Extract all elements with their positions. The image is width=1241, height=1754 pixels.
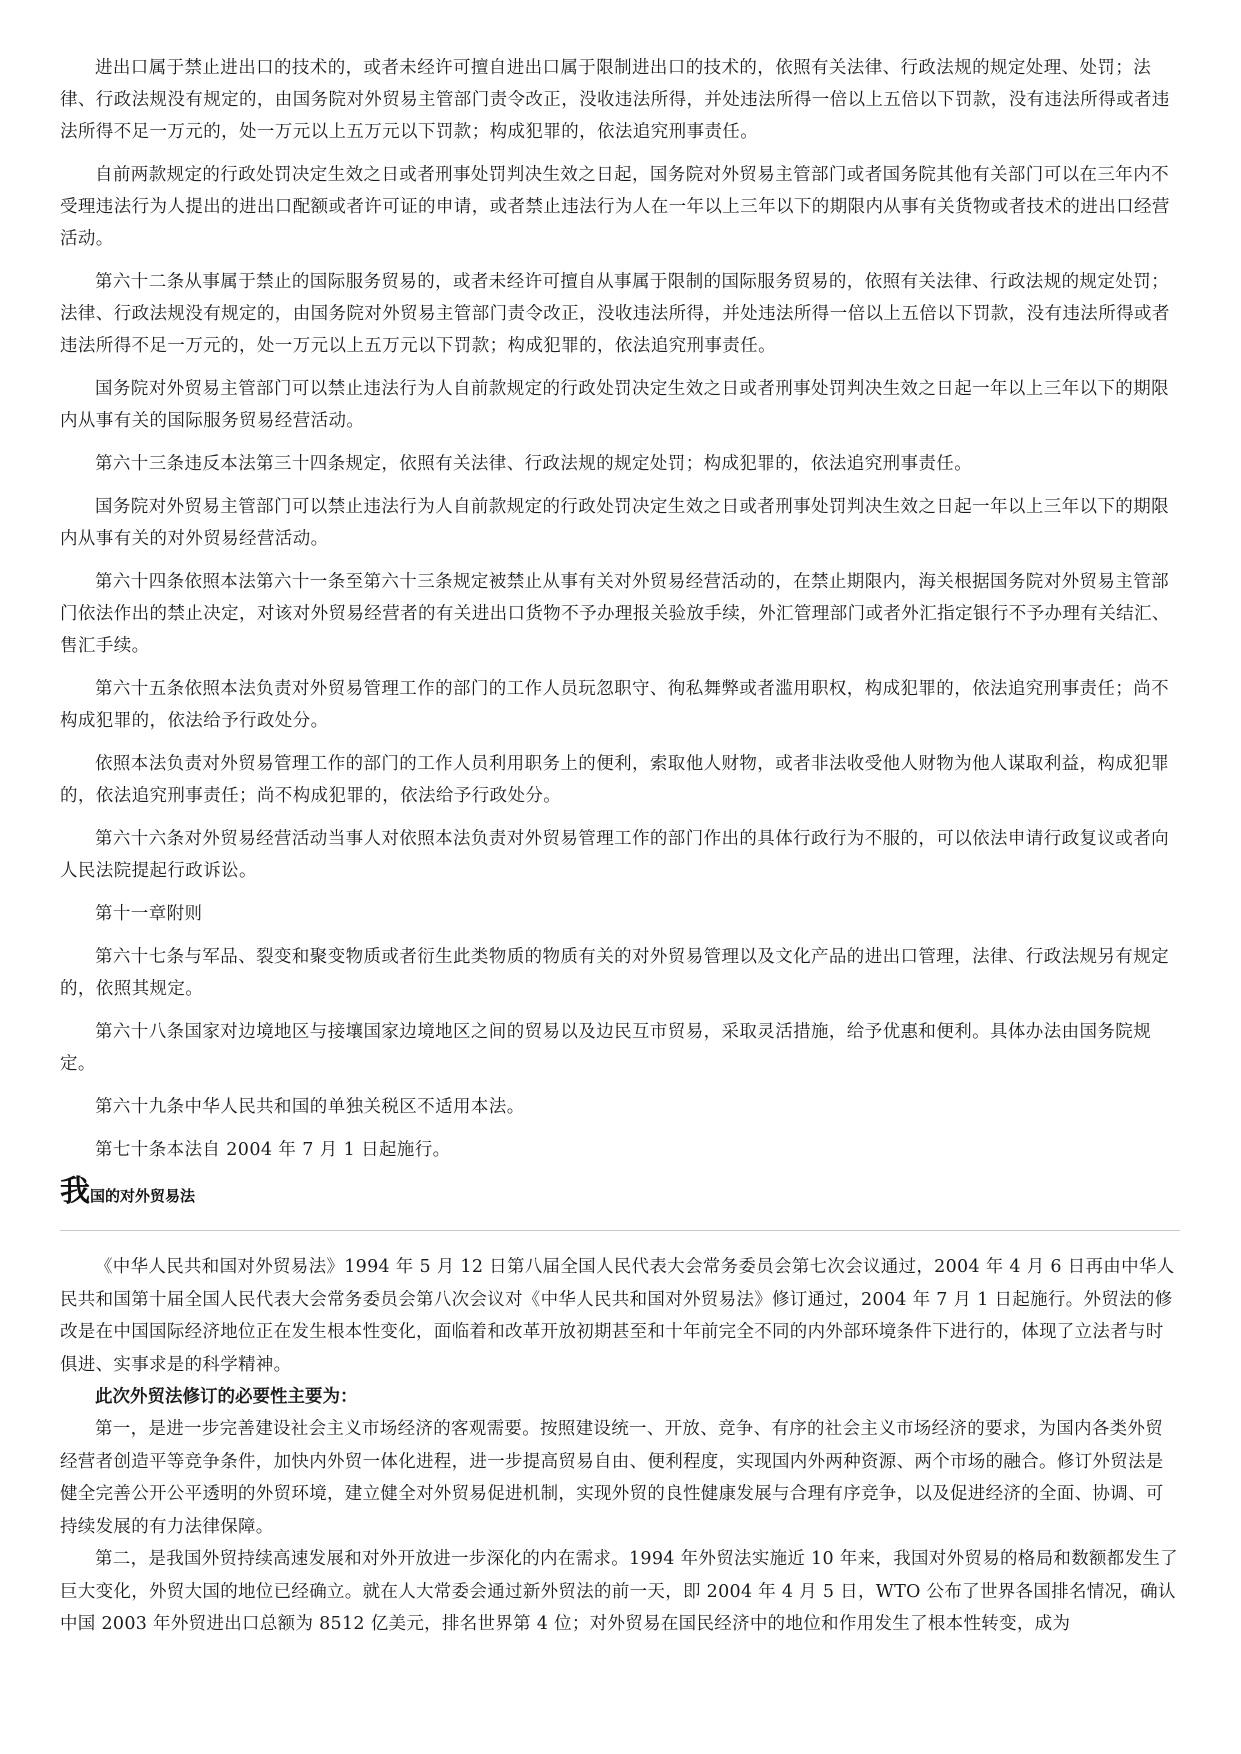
law-paragraph: 第六十七条与军品、裂变和聚变物质或者衍生此类物质的物质有关的对外贸易管理以及文化产品的进出口管理，法律、行政法规另有规定的，依照其规定。 [60, 947, 1169, 999]
article-subheading: 此次外贸法修订的必要性主要为： [95, 1387, 358, 1407]
law-paragraph: 国务院对外贸易主管部门可以禁止违法行为人自前款规定的行政处罚决定生效之日或者刑事处罚判决生效之日起一年以上三年以下的期限内从事有关的国际服务贸易经营活动。 [60, 379, 1169, 431]
article-title [60, 1172, 1180, 1216]
article-point: 第一，是进一步完善建设社会主义市场经济的客观需要。按照建设统一、开放、竞争、有序的社会主义市场经济的要求，为国内各类外贸经营者创造平等竞争条件，加快内外贸一体化进程，进一步提高贸易自由、便利程度，实现国内外两种资源、两个市场的融合。修订外贸法是健全完善公开公平透明的外贸环境，建立健全对外贸易促进机制，实现外贸的良性健康发展与合理有序竞争，以及促进经济的全面、协调、可持续发展的有力法律保障。 [60, 1419, 1164, 1537]
law-paragraph: 依照本法负责对外贸易管理工作的部门的工作人员利用职务上的便利，索取他人财物，或者非法收受他人财物为他人谋取利益，构成犯罪的，依法追究刑事责任；尚不构成犯罪的，依法给予行政处分。 [60, 754, 1169, 806]
chapter-heading: 第十一章附则 [95, 904, 203, 924]
law-paragraph: 第六十二条从事属于禁止的国际服务贸易的，或者未经许可擅自从事属于限制的国际服务贸易的，依照有关法律、行政法规的规定处罚；法律、行政法规没有规定的，由国务院对外贸易主管部门责令改正，没收违法所得，并处违法所得一倍以上五倍以下罚款，没有违法所得或者违法所得不足一万元的，处一万元以上五万元以下罚款；构成犯罪的，依法追究刑事责任。 [60, 272, 1170, 356]
law-paragraph: 自前两款规定的行政处罚决定生效之日或者刑事处罚判决生效之日起，国务院对外贸易主管部门或者国务院其他有关部门可以在三年内不受理违法行为人提出的进出口配额或者许可证的申请，或者禁止违法行为人在一年以上三年以下的期限内从事有关货物或者技术的进出口经营活动。 [60, 165, 1170, 249]
law-paragraph: 进出口属于禁止进出口的技术的，或者未经许可擅自进出口属于限制进出口的技术的，依照有关法律、行政法规的规定处理、处罚；法律、行政法规没有规定的，由国务院对外贸易主管部门责令改正，没收违法所得，并处违法所得一倍以上五倍以下罚款，没有违法所得或者违法所得不足一万元的，处一万元以上五万元以下罚款；构成犯罪的，依法追究刑事责任。 [60, 58, 1170, 142]
law-paragraph: 第六十八条国家对边境地区与接壤国家边境地区之间的贸易以及边民互市贸易，采取灵活措施，给予优惠和便利。具体办法由国务院规定。 [60, 1022, 1152, 1074]
article-title-first-char: 我 [60, 1174, 90, 1209]
document-page [60, 52, 1180, 1641]
article-title-rest: 国的对外贸易法 [90, 1187, 196, 1205]
article-point: 第二，是我国外贸持续高速发展和对外开放进一步深化的内在需求。1994 年外贸法实施近 10 年来，我国对外贸易的格局和数额都发生了巨大变化，外贸大国的地位已经确立。就在人大常委会通过新外贸法的前一天，即 2004 年 4 月 5 日，WTO 公布了世界各国排名情况，确认中国 2003 年外贸进出口总额为 8512 亿美元，排名世界第 4 位；对外贸易在国民经济中的地位和作用发生了根本性转变，成为 [60, 1549, 1178, 1634]
law-paragraph: 第六十三条违反本法第三十四条规定，依照有关法律、行政法规的规定处罚；构成犯罪的，依法追究刑事责任。 [95, 454, 973, 474]
law-paragraph: 第六十五条依照本法负责对外贸易管理工作的部门的工作人员玩忽职守、徇私舞弊或者滥用职权，构成犯罪的，依法追究刑事责任；尚不构成犯罪的，依法给予行政处分。 [60, 679, 1169, 731]
law-paragraph: 第六十九条中华人民共和国的单独关税区不适用本法。 [95, 1097, 525, 1117]
article-intro: 《中华人民共和国对外贸易法》1994 年 5 月 12 日第八届全国人民代表大会常务委员会第七次会议通过，2004 年 4 月 6 日再由中华人民共和国第十届全国人民代表大会常务委员会第八次会议对《中华人民共和国对外贸易法》修订通过，2004 年 7 月 1 日起施行。外贸法的修改是在中国国际经济地位正在发生根本性变化，面临着和改革开放初期甚至和十年前完全不同的内外部环境条件下进行的，体现了立法者与时俱进、实事求是的科学精神。 [60, 1257, 1175, 1375]
law-paragraph: 第六十四条依照本法第六十一条至第六十三条规定被禁止从事有关对外贸易经营活动的，在禁止期限内，海关根据国务院对外贸易主管部门依法作出的禁止决定，对该对外贸易经营者的有关进出口货物不予办理报关验放手续，外汇管理部门或者外汇指定银行不予办理有关结汇、售汇手续。 [60, 572, 1170, 656]
title-divider [60, 1230, 1180, 1231]
law-paragraph: 第七十条本法自 2004 年 7 月 1 日起施行。 [95, 1140, 451, 1160]
law-paragraph: 国务院对外贸易主管部门可以禁止违法行为人自前款规定的行政处罚决定生效之日或者刑事处罚判决生效之日起一年以上三年以下的期限内从事有关的对外贸易经营活动。 [60, 497, 1169, 549]
law-paragraph: 第六十六条对外贸易经营活动当事人对依照本法负责对外贸易管理工作的部门作出的具体行政行为不服的，可以依法申请行政复议或者向人民法院提起行政诉讼。 [60, 829, 1169, 881]
